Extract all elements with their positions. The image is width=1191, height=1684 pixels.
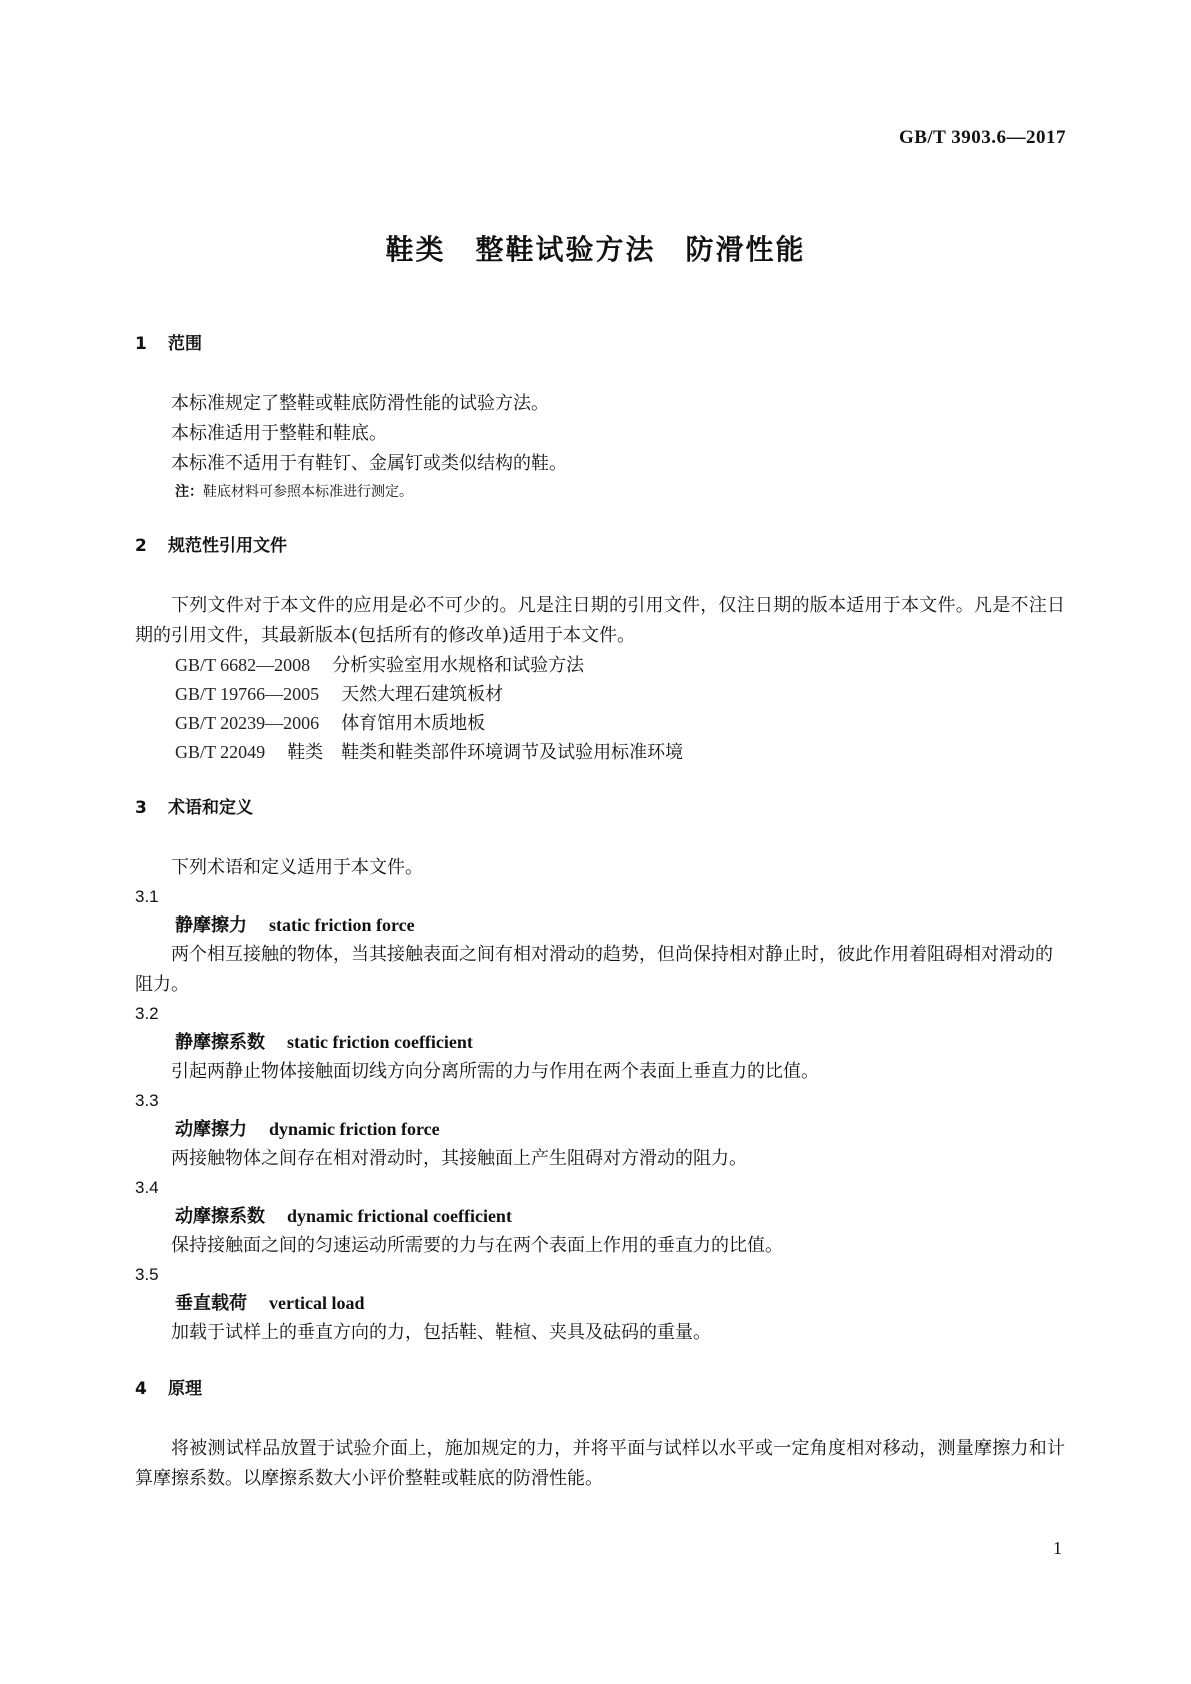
paragraph: 本标准适用于整鞋和鞋底。 bbox=[171, 423, 387, 444]
term-definition: 两个相互接触的物体，当其接触表面之间有相对滑动的趋势，但尚保持相对静止时，彼此作用着阻碍相对滑动的阻力。 bbox=[135, 944, 1053, 995]
reference-item bbox=[135, 651, 1065, 680]
section-number: 1 bbox=[135, 334, 147, 354]
reference-item bbox=[135, 709, 1065, 738]
reference-title: 天然大理石建筑板材 bbox=[341, 684, 504, 705]
term-name-en: static friction force bbox=[269, 915, 415, 935]
paragraph: 本标准规定了整鞋或鞋底防滑性能的试验方法。 bbox=[171, 393, 549, 414]
paragraph: 下列术语和定义适用于本文件。 bbox=[171, 857, 423, 878]
term-number: 3.4 bbox=[135, 1178, 159, 1197]
section-normative-references bbox=[135, 535, 1065, 767]
term-number: 3.3 bbox=[135, 1091, 159, 1110]
term-name bbox=[135, 1028, 1065, 1057]
section-title: 原理 bbox=[168, 1379, 202, 1399]
section-heading bbox=[135, 333, 1065, 355]
reference-code: GB/T 19766—2005 bbox=[175, 684, 320, 704]
note-label: 注： bbox=[175, 484, 203, 500]
reference-item bbox=[135, 680, 1065, 709]
term-number: 3.5 bbox=[135, 1265, 159, 1284]
term-name-en: dynamic frictional coefficient bbox=[287, 1206, 512, 1226]
note-text: 鞋底材料可参照本标准进行测定。 bbox=[203, 484, 413, 500]
term-number: 3.2 bbox=[135, 1004, 159, 1023]
term-name-zh: 静摩擦力 bbox=[175, 915, 247, 936]
term-definition: 引起两静止物体接触面切线方向分离所需的力与作用在两个表面上垂直力的比值。 bbox=[171, 1061, 819, 1082]
paragraph: 本标准不适用于有鞋钉、金属钉或类似结构的鞋。 bbox=[171, 453, 567, 474]
reference-list bbox=[135, 651, 1065, 767]
term-name bbox=[135, 911, 1065, 940]
section-terms-definitions bbox=[135, 797, 1065, 1348]
document-title: 鞋类 整鞋试验方法 防滑性能 bbox=[385, 233, 806, 266]
section-number: 2 bbox=[135, 536, 147, 556]
term-entry bbox=[135, 883, 1065, 1000]
term-entry bbox=[135, 1261, 1065, 1348]
term-definition: 两接触物体之间存在相对滑动时，其接触面上产生阻碍对方滑动的阻力。 bbox=[171, 1148, 747, 1169]
term-name-en: dynamic friction force bbox=[269, 1119, 440, 1139]
standard-number: GB/T 3903.6—2017 bbox=[898, 127, 1066, 148]
term-name-en: vertical load bbox=[269, 1293, 365, 1313]
term-definition: 加载于试样上的垂直方向的力，包括鞋、鞋楦、夹具及砝码的重量。 bbox=[171, 1322, 711, 1343]
term-name bbox=[135, 1202, 1065, 1231]
term-definition: 保持接触面之间的匀速运动所需要的力与在两个表面上作用的垂直力的比值。 bbox=[171, 1235, 783, 1256]
section-heading bbox=[135, 1378, 1065, 1400]
term-name bbox=[135, 1289, 1065, 1318]
term-entry bbox=[135, 1000, 1065, 1087]
term-name bbox=[135, 1115, 1065, 1144]
page-number: 1 bbox=[1053, 1538, 1062, 1558]
reference-code: GB/T 20239—2006 bbox=[175, 713, 320, 733]
section-title: 规范性引用文件 bbox=[168, 536, 287, 556]
term-number: 3.1 bbox=[135, 887, 159, 906]
section-heading bbox=[135, 797, 1065, 819]
reference-item bbox=[135, 738, 1065, 767]
reference-title: 分析实验室用水规格和试验方法 bbox=[332, 655, 585, 676]
note bbox=[175, 479, 1065, 505]
section-principle bbox=[135, 1378, 1065, 1494]
reference-title: 鞋类 鞋类和鞋类部件环境调节及试验用标准环境 bbox=[287, 742, 684, 763]
term-name-zh: 垂直载荷 bbox=[175, 1293, 247, 1314]
section-number: 3 bbox=[135, 798, 147, 818]
term-name-zh: 动摩擦系数 bbox=[175, 1206, 265, 1227]
term-entry bbox=[135, 1174, 1065, 1261]
reference-code: GB/T 22049 bbox=[175, 742, 266, 762]
paragraph: 下列文件对于本文件的应用是必不可少的。凡是注日期的引用文件，仅注日期的版本适用于本文件。凡是不注日期的引用文件，其最新版本(包括所有的修改单)适用于本文件。 bbox=[135, 595, 1065, 646]
reference-code: GB/T 6682—2008 bbox=[175, 655, 311, 675]
term-name-zh: 动摩擦力 bbox=[175, 1119, 247, 1140]
document-body bbox=[135, 333, 1065, 1494]
term-name-en: static friction coefficient bbox=[287, 1032, 473, 1052]
paragraph: 将被测试样品放置于试验介面上，施加规定的力，并将平面与试样以水平或一定角度相对移动，测量摩擦力和计算摩擦系数。以摩擦系数大小评价整鞋或鞋底的防滑性能。 bbox=[135, 1438, 1065, 1489]
term-entry bbox=[135, 1087, 1065, 1174]
term-name-zh: 静摩擦系数 bbox=[175, 1032, 265, 1053]
section-heading bbox=[135, 535, 1065, 557]
section-number: 4 bbox=[135, 1379, 147, 1399]
section-title: 范围 bbox=[168, 334, 202, 354]
section-scope bbox=[135, 333, 1065, 505]
section-title: 术语和定义 bbox=[168, 798, 253, 818]
reference-title: 体育馆用木质地板 bbox=[341, 713, 486, 734]
